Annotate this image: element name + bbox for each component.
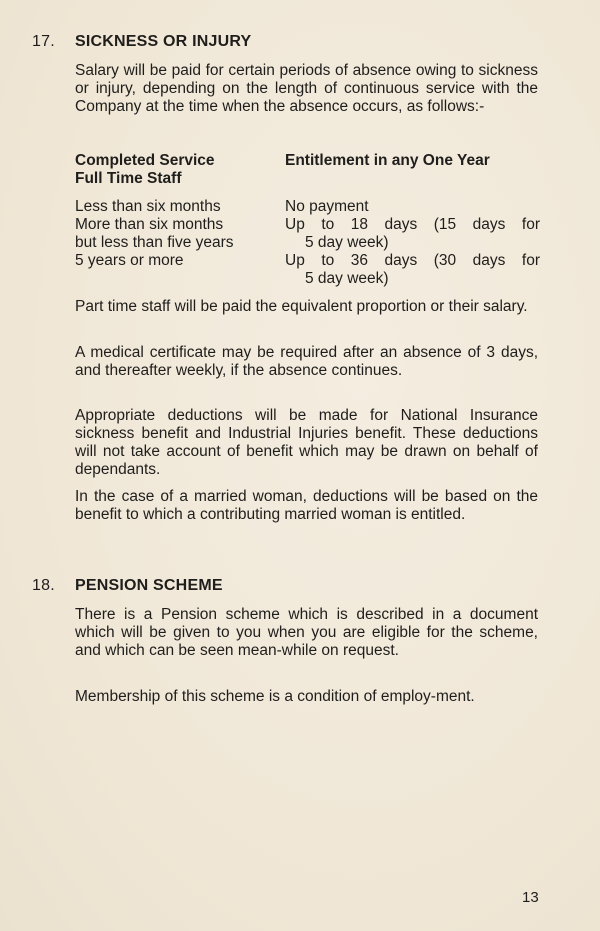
table-row-right: No payment: [285, 198, 369, 215]
section-18-paragraph-scheme: There is a Pension scheme which is described in a document which will be given to you when you are eligible for the scheme, and which can be seen mean-while on request.: [75, 606, 538, 659]
section-17-intro: Salary will be paid for certain periods of absence owing to sickness or injury, depending on the length of continuous service with the Company at the time when the absence occurs, as follows:-: [75, 62, 538, 115]
section-18-heading: [32, 577, 223, 595]
table-row-left: Less than six months: [75, 198, 221, 215]
section-17-number: 17.: [32, 33, 55, 50]
section-17-paragraph-deductions: Appropriate deductions will be made for National Insurance sickness benefit and Industrial Injuries benefit. These deductions will not take account of benefit which may be drawn on behalf of dependants.: [75, 407, 538, 478]
table-row-right: Up to 36 days (30 days for 5 day week): [285, 252, 540, 287]
table-header-service: Completed Service Full Time Staff: [75, 152, 215, 187]
section-18-title: PENSION SCHEME: [75, 577, 223, 594]
table-row-left: More than six months but less than five years: [75, 216, 234, 251]
section-18-paragraph-membership: Membership of this scheme is a condition of employ-ment.: [75, 688, 475, 705]
entitlement-table: [75, 152, 545, 292]
section-18-number: 18.: [32, 577, 55, 594]
section-17-paragraph-part-time: Part time staff will be paid the equivalent proportion or their salary.: [75, 298, 528, 315]
table-row-left: 5 years or more: [75, 252, 184, 269]
section-17-paragraph-medical: A medical certificate may be required after an absence of 3 days, and thereafter weekly, if the absence continues.: [75, 344, 538, 379]
section-17-title: SICKNESS OR INJURY: [75, 33, 252, 50]
section-17-paragraph-married: In the case of a married woman, deductions will be based on the benefit to which a contributing married woman is entitled.: [75, 488, 538, 523]
table-row-right: Up to 18 days (15 days for 5 day week): [285, 216, 540, 251]
table-header-entitlement: Entitlement in any One Year: [285, 152, 490, 169]
page-number: 13: [522, 889, 539, 906]
section-17-heading: [32, 33, 251, 51]
